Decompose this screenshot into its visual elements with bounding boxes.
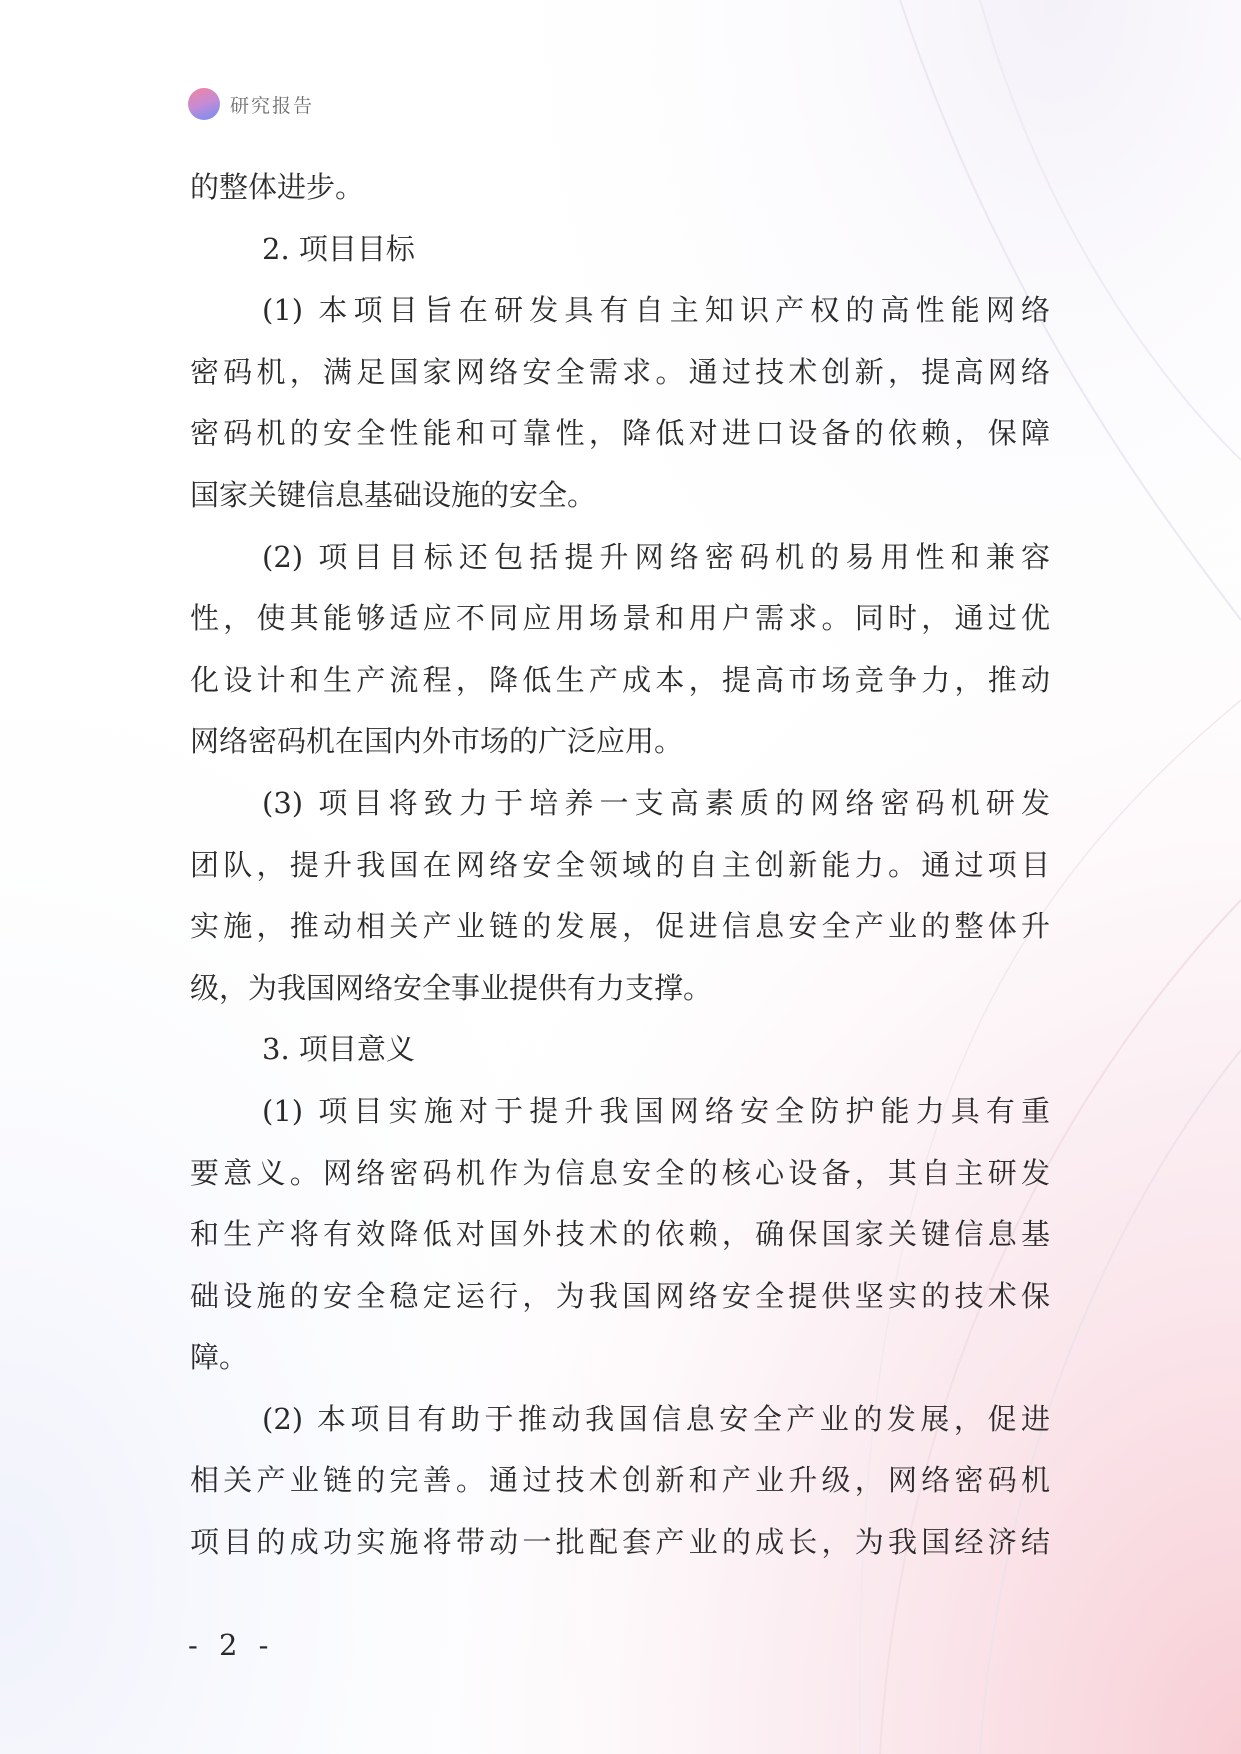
text-line: 项目的成功实施将带动一批配套产业的成长，为我国经济结 [190, 1525, 1050, 1560]
text-line: 障。 [190, 1340, 249, 1375]
text-line: 化设计和生产流程，降低生产成本，提高市场竞争力，推动 [190, 662, 1050, 697]
text-line: 密码机，满足国家网络安全需求。通过技术创新，提高网络 [190, 354, 1050, 389]
text-line: (1) 本项目旨在研发具有自主知识产权的高性能网络 [262, 293, 1050, 328]
text-line: 2. 项目目标 [262, 231, 415, 266]
text-line: (1) 项目实施对于提升我国网络安全防护能力具有重 [262, 1093, 1050, 1128]
page-header [188, 88, 314, 120]
text-line: 础设施的安全稳定运行，为我国网络安全提供坚实的技术保 [190, 1278, 1050, 1313]
text-line: 国家关键信息基础设施的安全。 [190, 477, 597, 512]
text-line: 级，为我国网络安全事业提供有力支撑。 [190, 970, 713, 1005]
header-label: 研究报告 [230, 94, 315, 117]
document-body [190, 157, 1050, 1574]
page-number: - 2 - [188, 1628, 275, 1662]
text-line: (2) 项目目标还包括提升网络密码机的易用性和兼容 [262, 539, 1050, 574]
text-line: 要意义。网络密码机作为信息安全的核心设备，其自主研发 [190, 1155, 1050, 1190]
text-line: 的整体进步。 [190, 170, 365, 204]
text-line: 团队，提升我国在网络安全领域的自主创新能力。通过项目 [190, 847, 1050, 882]
text-line: 密码机的安全性能和可靠性，降低对进口设备的依赖，保障 [190, 416, 1050, 451]
text-line: 网络密码机在国内外市场的广泛应用。 [190, 724, 684, 759]
text-line: (3) 项目将致力于培养一支高素质的网络密码机研发 [262, 785, 1050, 820]
text-line: 和生产将有效降低对国外技术的依赖，确保国家关键信息基 [190, 1217, 1050, 1252]
text-line: 3. 项目意义 [262, 1032, 415, 1067]
text-line: 相关产业链的完善。通过技术创新和产业升级，网络密码机 [190, 1463, 1050, 1498]
text-line: 性，使其能够适应不同应用场景和用户需求。同时，通过优 [190, 601, 1050, 636]
text-line: 实施，推动相关产业链的发展，促进信息安全产业的整体升 [190, 909, 1050, 944]
logo-circle-icon [188, 88, 220, 120]
text-line: (2) 本项目有助于推动我国信息安全产业的发展，促进 [262, 1401, 1050, 1436]
